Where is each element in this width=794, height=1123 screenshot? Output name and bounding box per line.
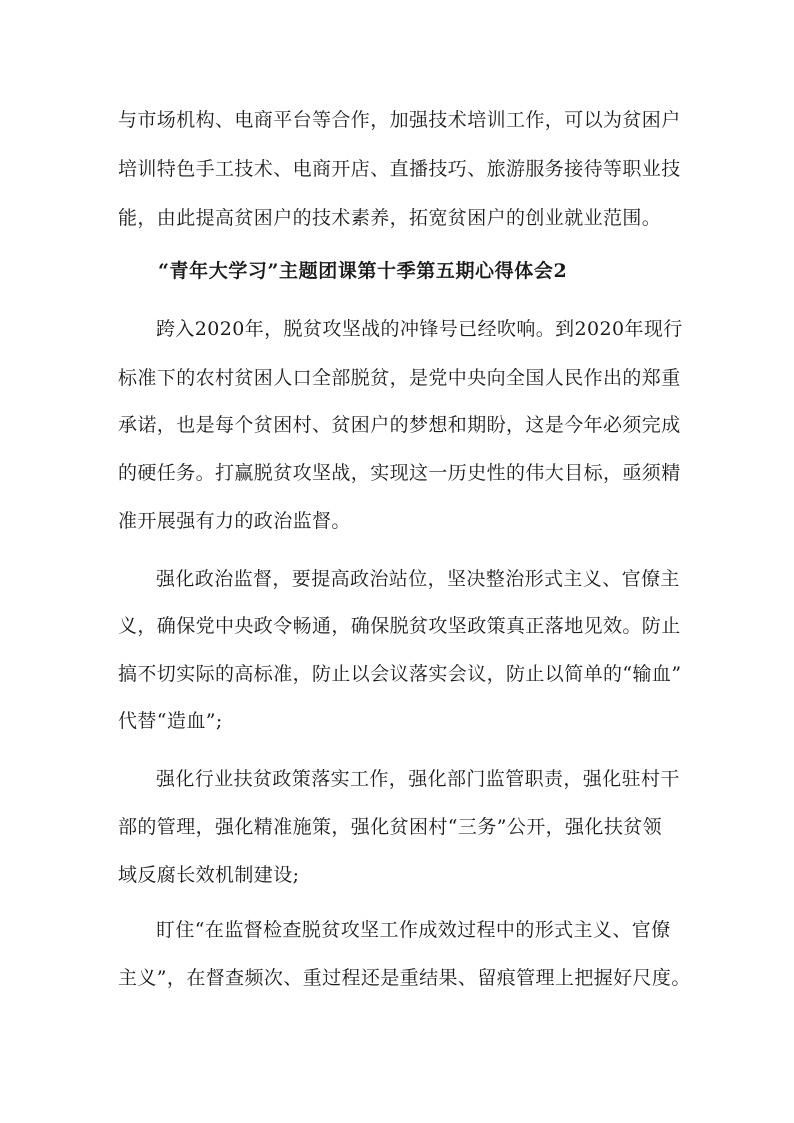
- paragraph-line: 代替“造血”;: [118, 710, 223, 732]
- paragraph-line: 盯住“在监督检查脱贫攻坚工作成效过程中的形式主义、官僚: [156, 919, 671, 941]
- paragraph-line: 跨入2020年，脱贫攻坚战的冲锋号已经吹响。到2020年现行: [156, 318, 683, 340]
- paragraph-line: 能，由此提高贫困户的技术素养，拓宽贫困户的创业就业范围。: [118, 207, 662, 229]
- paragraph-line: 准开展强有力的政治监督。: [118, 510, 351, 532]
- paragraph-line: 与市场机构、电商平台等合作，加强技术培训工作，可以为贫困户: [118, 109, 681, 131]
- section-heading: “青年大学习”主题团课第十季第五期心得体会2: [158, 260, 568, 282]
- paragraph-line: 培训特色手工技术、电商开店、直播技巧、旅游服务接待等职业技: [118, 158, 681, 180]
- paragraph-line: 强化政治监督，要提高政治站位，坚决整治形式主义、官僚主: [156, 568, 680, 590]
- paragraph-line: 标准下的农村贫困人口全部脱贫，是党中央向全国人民作出的郑重: [118, 367, 681, 389]
- paragraph-line: 承诺，也是每个贫困村、贫困户的梦想和期盼，这是今年必须完成: [118, 414, 681, 436]
- paragraph-line: 搞不切实际的高标准，防止以会议落实会议，防止以简单的“输血”: [118, 663, 682, 685]
- paragraph-line: 部的管理，强化精准施策，强化贫困村“三务”公开，强化扶贫领: [118, 816, 663, 838]
- paragraph-line: 主义”，在督查频次、重过程还是重结果、留痕管理上把握好尺度。: [118, 967, 691, 989]
- paragraph-line: 强化行业扶贫政策落实工作，强化部门监管职责，强化驻村干: [156, 768, 680, 790]
- paragraph-line: 域反腐长效机制建设;: [118, 864, 300, 886]
- paragraph-line: 义，确保党中央政令畅通，确保脱贫攻坚政策真正落地见效。防止: [118, 615, 681, 637]
- paragraph-line: 的硬任务。打赢脱贫攻坚战，实现这一历史性的伟大目标，亟须精: [118, 462, 681, 484]
